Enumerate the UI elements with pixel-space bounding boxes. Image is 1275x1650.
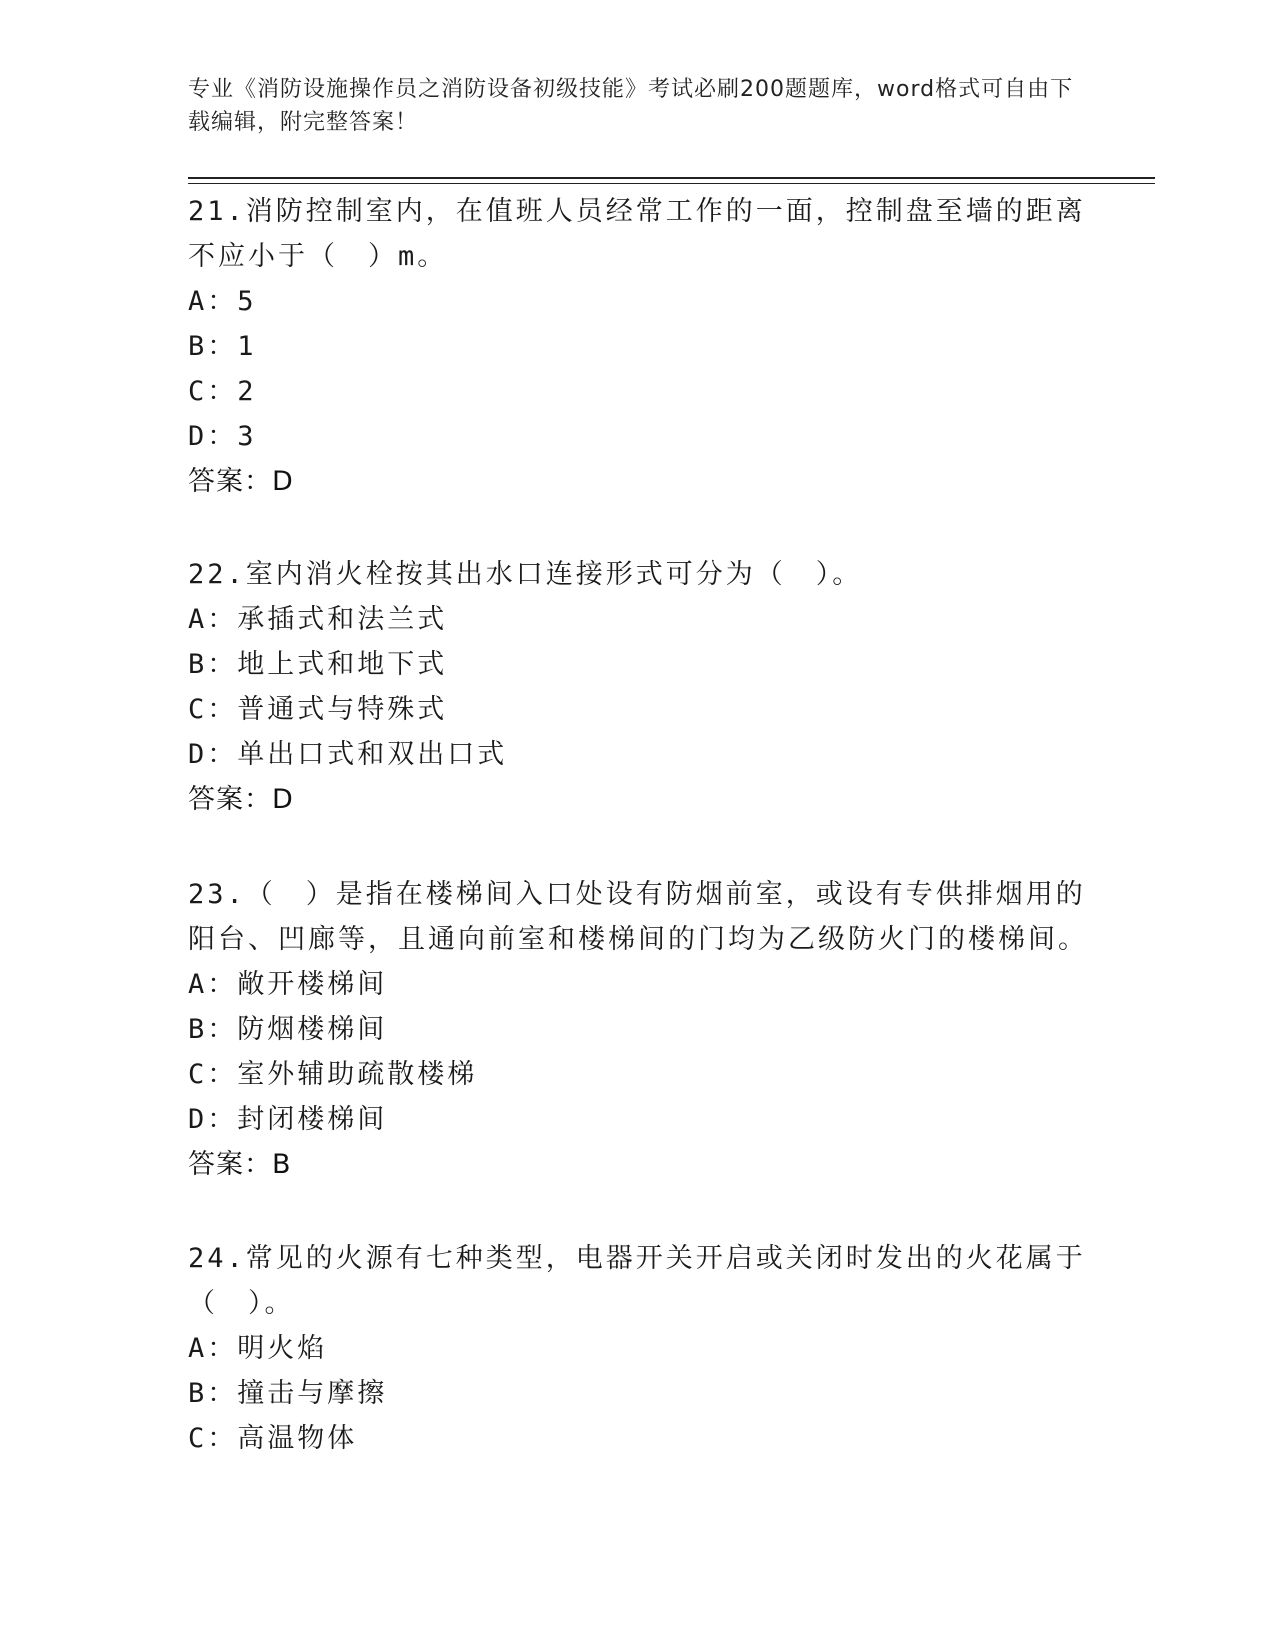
option-text: 地上式和地下式	[237, 649, 448, 680]
answer-line: 答案：D	[188, 466, 294, 497]
question-stem: 23.（ ）是指在楼梯间入口处设有防烟前室，或设有专供排烟用的阳台、凹廊等，且通向前室和楼梯间的门均为乙级防火门的楼梯间。	[188, 879, 1088, 955]
option-c	[188, 369, 1088, 414]
option-a	[188, 597, 1088, 642]
question-24	[188, 1236, 1088, 1461]
question-stem: 21.消防控制室内，在值班人员经常工作的一面，控制盘至墙的距离不应小于（ ）m。	[188, 196, 1086, 272]
option-key: A：	[188, 1333, 238, 1364]
header-divider-thick	[188, 177, 1155, 179]
option-text: 明火焰	[237, 1333, 328, 1364]
option-key: A：	[188, 286, 238, 317]
option-text: 普通式与特殊式	[237, 694, 448, 725]
option-text: 封闭楼梯间	[237, 1104, 388, 1135]
option-text: 3	[237, 421, 257, 452]
question-21	[188, 189, 1088, 504]
option-text: 敞开楼梯间	[237, 969, 388, 1000]
question-stem: 24.常见的火源有七种类型，电器开关开启或关闭时发出的火花属于（ ）。	[188, 1243, 1086, 1319]
option-key: C：	[188, 694, 238, 725]
option-a	[188, 1326, 1088, 1371]
document-header: 专业《消防设施操作员之消防设备初级技能》考试必刷200题题库，word格式可自由下载编辑，附完整答案！	[188, 77, 1074, 135]
option-c	[188, 1416, 1088, 1461]
option-key: C：	[188, 1059, 238, 1090]
option-c	[188, 687, 1088, 732]
question-22	[188, 552, 1088, 822]
answer-line: 答案：D	[188, 784, 294, 815]
option-text: 5	[237, 286, 257, 317]
option-text: 高温物体	[237, 1423, 358, 1454]
option-key: B：	[188, 331, 238, 362]
answer-line: 答案：B	[188, 1149, 292, 1180]
option-key: C：	[188, 1423, 238, 1454]
option-key: B：	[188, 1014, 238, 1045]
option-text: 承插式和法兰式	[237, 604, 448, 635]
option-d	[188, 732, 1088, 777]
option-d	[188, 414, 1088, 459]
option-text: 单出口式和双出口式	[237, 739, 508, 770]
option-key: C：	[188, 376, 238, 407]
option-d	[188, 1097, 1088, 1142]
option-text: 室外辅助疏散楼梯	[237, 1059, 478, 1090]
option-a	[188, 279, 1088, 324]
option-key: B：	[188, 649, 238, 680]
question-stem: 22.室内消火栓按其出水口连接形式可分为（ ）。	[188, 559, 863, 590]
option-b	[188, 1007, 1088, 1052]
option-key: D：	[188, 421, 238, 452]
option-text: 1	[237, 331, 257, 362]
question-23	[188, 872, 1088, 1187]
option-key: A：	[188, 969, 238, 1000]
option-key: D：	[188, 1104, 238, 1135]
option-key: D：	[188, 739, 238, 770]
option-b	[188, 324, 1088, 369]
option-text: 撞击与摩擦	[237, 1378, 388, 1409]
option-key: A：	[188, 604, 238, 635]
option-text: 防烟楼梯间	[237, 1014, 388, 1045]
option-c	[188, 1052, 1088, 1097]
option-b	[188, 642, 1088, 687]
option-a	[188, 962, 1088, 1007]
option-key: B：	[188, 1378, 238, 1409]
header-divider-thin	[188, 183, 1155, 184]
option-text: 2	[237, 376, 257, 407]
option-b	[188, 1371, 1088, 1416]
